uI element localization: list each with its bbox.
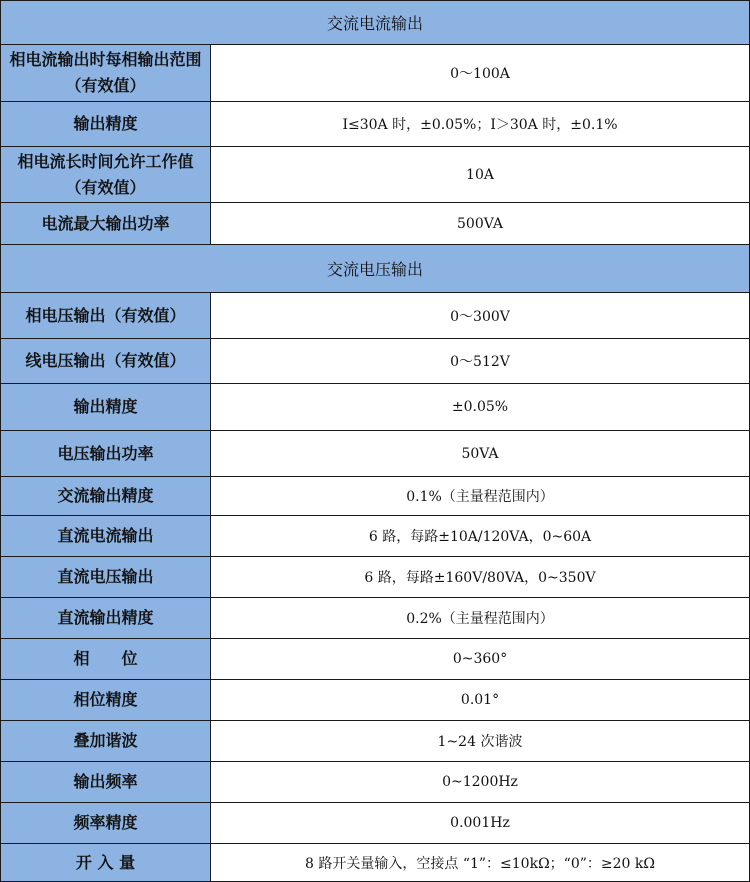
section-title-ac-current: 交流电流输出 — [1, 1, 750, 45]
table-row — [1, 384, 750, 431]
table-row — [1, 680, 750, 721]
row-label: 频率精度 — [1, 803, 211, 844]
row-label: 叠加谐波 — [1, 721, 211, 762]
row-value: 0.2%（主量程范围内） — [211, 598, 750, 639]
table-row — [1, 102, 750, 147]
row-value: 8 路开关量输入，空接点 “1”：≤10kΩ；“0”：≥20 kΩ — [211, 844, 750, 882]
row-label: 输出频率 — [1, 762, 211, 803]
table-row — [1, 516, 750, 557]
table-row — [1, 477, 750, 516]
row-value: ±0.05% — [211, 384, 750, 431]
section-title-ac-voltage: 交流电压输出 — [1, 245, 750, 293]
row-value: 6 路，每路±10A/120VA，0~60A — [211, 516, 750, 557]
row-value: 500VA — [211, 203, 750, 245]
row-label: 直流电压输出 — [1, 557, 211, 598]
table-row — [1, 639, 750, 680]
table-row — [1, 721, 750, 762]
row-value: 6 路，每路±160V/80VA，0~350V — [211, 557, 750, 598]
table-row — [1, 203, 750, 245]
table-row — [1, 803, 750, 844]
row-label: 相电流长时间允许工作值（有效值） — [1, 147, 211, 203]
table-row — [1, 762, 750, 803]
row-value: 0～512V — [211, 339, 750, 384]
table-row — [1, 339, 750, 384]
row-label: 直流电流输出 — [1, 516, 211, 557]
row-value: 0~360° — [211, 639, 750, 680]
row-label: 相电压输出（有效值） — [1, 293, 211, 339]
row-label: 交流输出精度 — [1, 477, 211, 516]
table-row — [1, 844, 750, 882]
row-label: 电流最大输出功率 — [1, 203, 211, 245]
row-value: 1~24 次谐波 — [211, 721, 750, 762]
table-row — [1, 45, 750, 102]
table-row — [1, 557, 750, 598]
row-label: 相位精度 — [1, 680, 211, 721]
section-header-row — [1, 1, 750, 45]
row-value: 10A — [211, 147, 750, 203]
table-row — [1, 431, 750, 477]
row-label: 相 位 — [1, 639, 211, 680]
row-label: 开 入 量 — [1, 844, 211, 882]
row-value: 0.001Hz — [211, 803, 750, 844]
row-label: 相电流输出时每相输出范围（有效值） — [1, 45, 211, 102]
row-value: 50VA — [211, 431, 750, 477]
section-header-row — [1, 245, 750, 293]
row-value: 0.01° — [211, 680, 750, 721]
row-label: 直流输出精度 — [1, 598, 211, 639]
row-label: 输出精度 — [1, 102, 211, 147]
row-value: 0~1200Hz — [211, 762, 750, 803]
table-row — [1, 147, 750, 203]
table-row — [1, 598, 750, 639]
row-value: 0～300V — [211, 293, 750, 339]
row-value: 0.1%（主量程范围内） — [211, 477, 750, 516]
row-value: 0～100A — [211, 45, 750, 102]
row-label: 输出精度 — [1, 384, 211, 431]
table-row — [1, 293, 750, 339]
row-label: 电压输出功率 — [1, 431, 211, 477]
row-value: I≤30A 时，±0.05%；I＞30A 时，±0.1% — [211, 102, 750, 147]
row-label: 线电压输出（有效值） — [1, 339, 211, 384]
